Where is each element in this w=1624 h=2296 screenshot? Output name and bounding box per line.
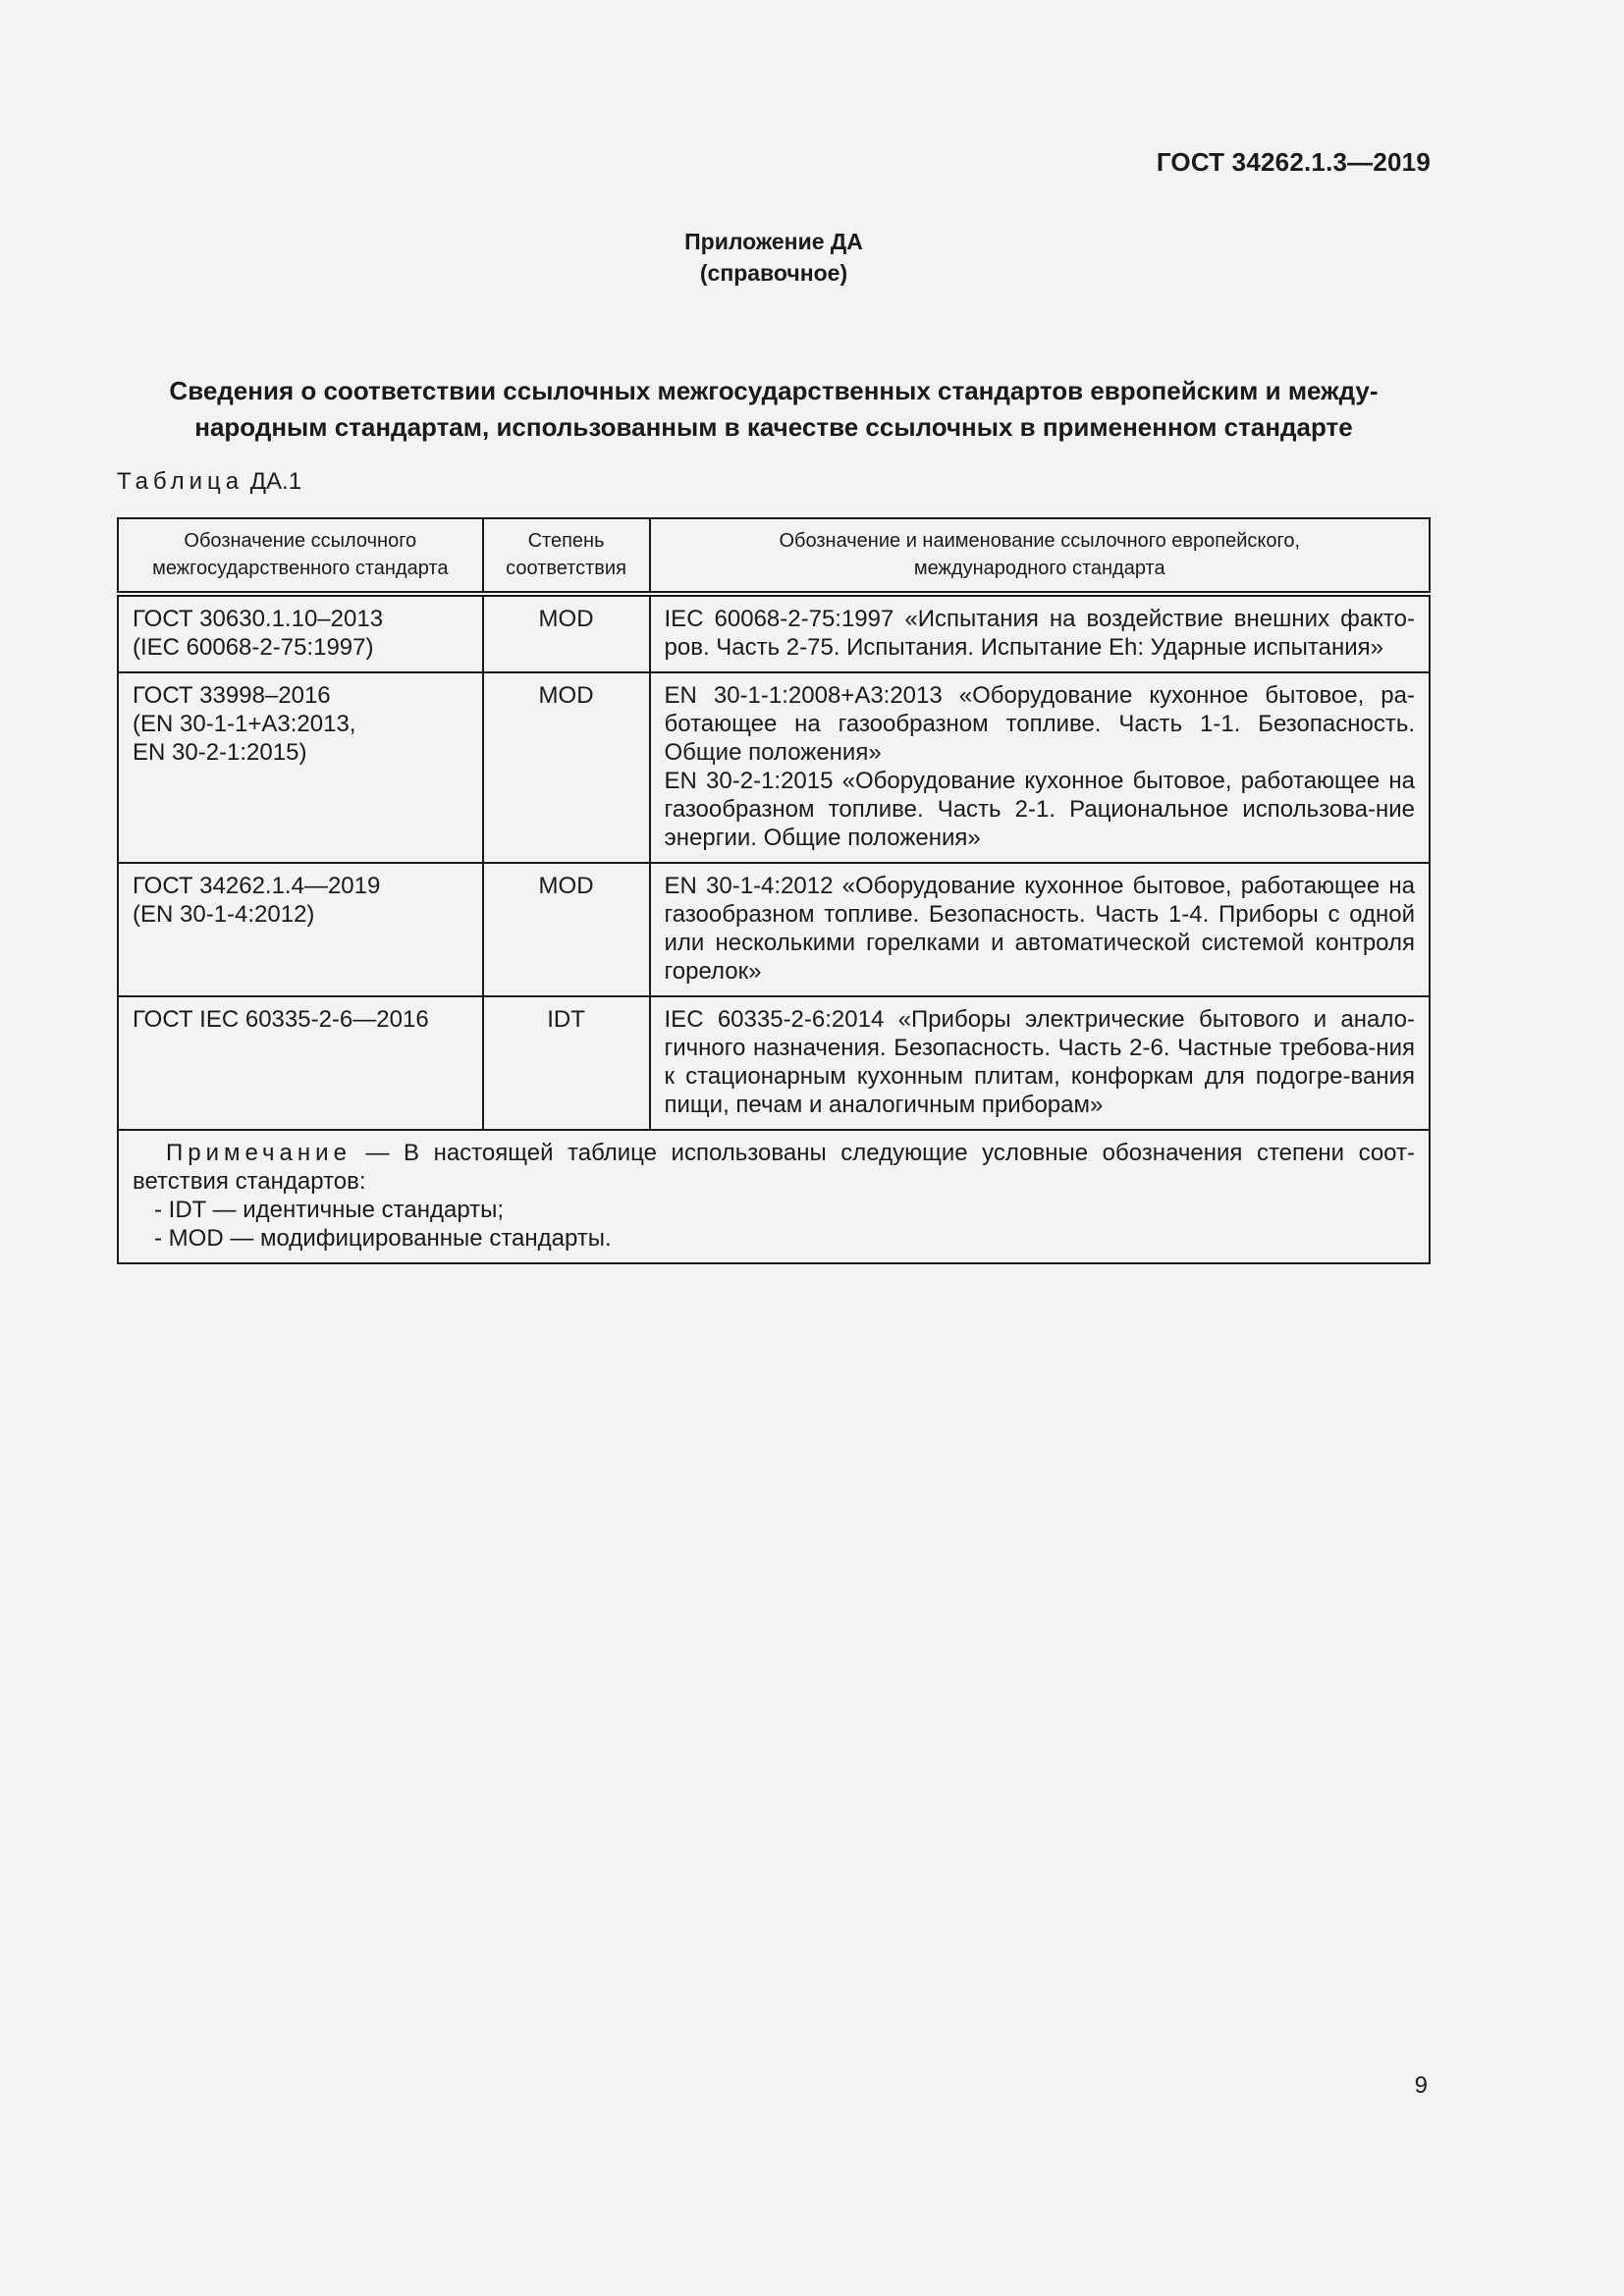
header-reference	[650, 518, 1430, 594]
designation-cell	[118, 996, 483, 1130]
designation-line: ГОСТ 30630.1.10–2013	[133, 606, 384, 632]
designation-line: ГОСТ IEC 60335-2-6—2016	[133, 1006, 429, 1033]
standard-code: ГОСТ 34262.1.3—2019	[1156, 147, 1431, 177]
page-number: 9	[1414, 2072, 1428, 2099]
table-header-row	[118, 518, 1430, 594]
designation-line: ГОСТ 34262.1.4—2019	[133, 873, 381, 899]
degree-cell: MOD	[483, 863, 650, 996]
section-heading	[117, 373, 1431, 446]
designation-cell	[118, 672, 483, 863]
reference-cell: IEC 60335-2-6:2014 «Приборы электрические бытового и анало-гичного назначения. Безопасность. Часть 2-6. Частные требова-ния к стационарным кухонным плитам, конфоркам для подогре-вания пищи, печам и аналогичным приборам»	[650, 996, 1430, 1130]
section-heading-line-1: Сведения о соответствии ссылочных межгосударственных стандартов европейским и между-	[169, 376, 1379, 405]
table-note	[118, 1130, 1430, 1263]
degree-cell: MOD	[483, 594, 650, 672]
appendix-subtitle: (справочное)	[699, 260, 848, 286]
header-designation-line-1: Обозначение ссылочного	[184, 530, 417, 552]
standards-correspondence-table	[117, 517, 1431, 1264]
reference-cell	[650, 672, 1430, 863]
table-row	[118, 672, 1430, 863]
note-paragraph	[133, 1139, 1415, 1196]
designation-line: (EN 30-1-4:2012)	[133, 901, 315, 928]
appendix-title: Приложение ДА	[684, 229, 863, 254]
note-item-mod: - MOD — модифицированные стандарты.	[154, 1225, 612, 1252]
header-degree	[483, 518, 650, 594]
reference-text: EN 30-2-1:2015 «Оборудование кухонное бытовое, работающее на газообразном топливе. Часть 2-1. Рациональное использова-ние энергии. Общие положения»	[664, 768, 1415, 851]
section-heading-line-2: народным стандартам, использованным в качестве ссылочных в примененном стандарте	[194, 412, 1353, 442]
degree-cell: IDT	[483, 996, 650, 1130]
table-caption	[117, 468, 301, 496]
table-row	[118, 863, 1430, 996]
header-reference-line-1: Обозначение и наименование ссылочного европейского,	[779, 530, 1301, 552]
table-row	[118, 594, 1430, 672]
note-item-idt: - IDT — идентичные стандарты;	[154, 1197, 505, 1223]
header-reference-line-2: международного стандарта	[913, 558, 1165, 579]
header-degree-line-2: соответствия	[506, 558, 626, 579]
reference-text: EN 30-1-1:2008+A3:2013 «Оборудование кухонное бытовое, ра-ботающее на газообразном топливе. Часть 1-1. Безопасность. Общие положения»	[664, 682, 1415, 766]
reference-cell: IEC 60068-2-75:1997 «Испытания на воздействие внешних факто-ров. Часть 2-75. Испытания. Испытание Eh: Ударные испытания»	[650, 594, 1430, 672]
appendix-title-block	[0, 226, 1547, 289]
note-label: Примечание	[166, 1140, 352, 1166]
header-degree-line-1: Степень	[527, 530, 605, 552]
designation-cell	[118, 594, 483, 672]
designation-line: (IEC 60068-2-75:1997)	[133, 634, 374, 661]
reference-cell: EN 30-1-4:2012 «Оборудование кухонное бытовое, работающее на газообразном топливе. Безопасность. Часть 1-4. Приборы с одной или несколькими горелками и автоматической системой контроля горелок»	[650, 863, 1430, 996]
note-text: — В настоящей таблице использованы следующие условные обозначения степени соот-ветствия стандартов:	[133, 1140, 1415, 1195]
table-note-row	[118, 1130, 1430, 1263]
header-designation-line-2: межгосударственного стандарта	[152, 558, 449, 579]
designation-line: ГОСТ 33998–2016	[133, 682, 331, 709]
table-caption-number: ДА.1	[249, 468, 302, 495]
designation-line: EN 30-2-1:2015)	[133, 739, 307, 766]
designation-cell	[118, 863, 483, 996]
table-row	[118, 996, 1430, 1130]
designation-line: (EN 30-1-1+A3:2013,	[133, 711, 356, 737]
header-designation	[118, 518, 483, 594]
degree-cell: MOD	[483, 672, 650, 863]
table-caption-label: Таблица	[117, 468, 244, 495]
